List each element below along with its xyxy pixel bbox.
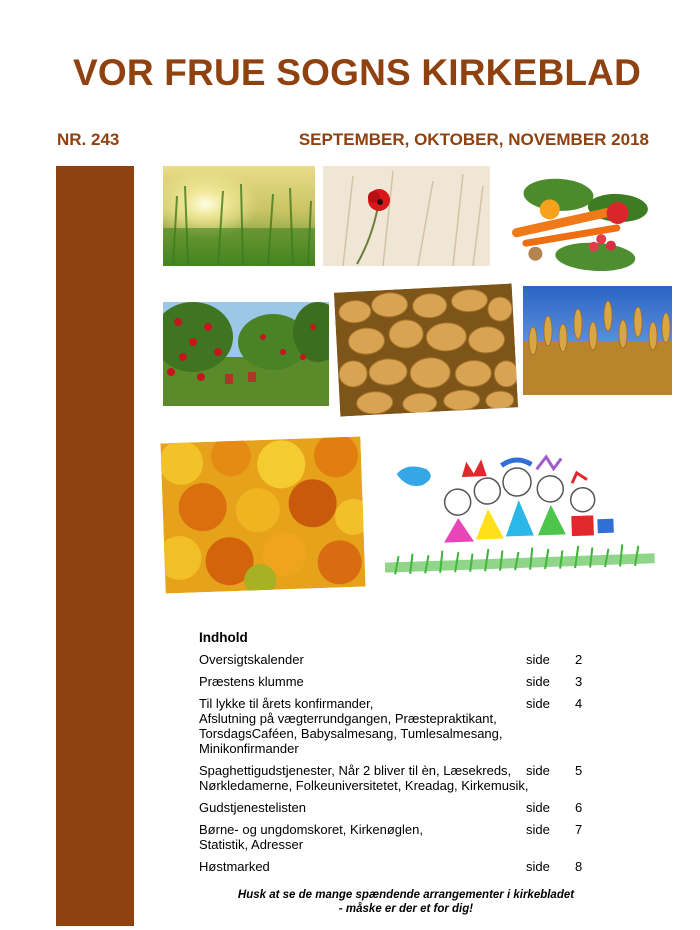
- toc-item-text: Oversigtskalender: [199, 652, 304, 667]
- toc-item: [199, 800, 599, 815]
- toc-item-text: Børne- og ungdomskoret, Kirkenøglen,: [199, 822, 423, 837]
- toc-item-text: Afslutning på vægterrundgangen, Præstepraktikant,: [199, 711, 497, 726]
- toc-item: [199, 763, 599, 793]
- table-of-contents: [199, 630, 599, 881]
- toc-page-number: 7: [575, 822, 583, 837]
- photo-grain-field-sunrise: [163, 166, 315, 266]
- issue-date: SEPTEMBER, OKTOBER, NOVEMBER 2018: [298, 130, 649, 149]
- toc-side-label: side: [526, 859, 550, 874]
- toc-side-label: side: [526, 696, 550, 711]
- toc-side-label: side: [526, 822, 550, 837]
- toc-page-number: 4: [575, 696, 583, 711]
- toc-item-text: Høstmarked: [199, 859, 270, 874]
- toc-item: [199, 674, 599, 689]
- toc-side-label: side: [526, 652, 550, 667]
- toc-page-number: 5: [575, 763, 583, 778]
- footer-note-line: Husk at se de mange spændende arrangementer i kirkebladet: [237, 889, 575, 901]
- photo-potatoes: [334, 283, 518, 416]
- toc-item: [199, 859, 599, 874]
- toc-side-label: side: [526, 674, 550, 689]
- toc-item: [199, 696, 599, 756]
- photo-child-drawing: [381, 435, 656, 584]
- toc-item-text: Nørkledamerne, Folkeuniversitetet, Kreadag, Kirkemusik,: [199, 778, 529, 793]
- side-bar: [56, 166, 134, 926]
- toc-item-text: Gudstjenestelisten: [199, 800, 306, 815]
- footer-note: [150, 888, 662, 916]
- toc-item-text: Minikonfirmander: [199, 741, 299, 756]
- photo-vegetables: [494, 162, 666, 287]
- toc-item-text: Præstens klumme: [199, 674, 304, 689]
- toc-item-text: Statistik, Adresser: [199, 837, 304, 852]
- toc-item: [199, 822, 599, 852]
- toc-item-text: Til lykke til årets konfirmander,: [199, 696, 374, 711]
- toc-item: [199, 652, 599, 667]
- toc-page-number: 8: [575, 859, 583, 874]
- photo-apple-orchard: [163, 302, 329, 406]
- toc-page-number: 2: [575, 652, 583, 667]
- toc-item-text: TorsdagsCaféen, Babysalmesang, Tumlesalmesang,: [199, 726, 503, 741]
- toc-side-label: side: [526, 800, 550, 815]
- photo-red-poppy: [323, 166, 490, 266]
- toc-item-text: Spaghettigudstjenester, Når 2 bliver til èn, Læsekreds,: [199, 763, 512, 778]
- toc-side-label: side: [526, 763, 550, 778]
- toc-heading: Indhold: [199, 630, 248, 645]
- page-title: VOR FRUE SOGNS KIRKEBLAD: [72, 52, 642, 93]
- photo-autumn-leaves: [160, 437, 365, 594]
- issue-number: NR. 243: [57, 130, 120, 149]
- photo-wheat-ears: [523, 286, 672, 395]
- toc-page-number: 3: [575, 674, 583, 689]
- toc-page-number: 6: [575, 800, 583, 815]
- footer-note-line: - måske er der et for dig!: [338, 903, 474, 915]
